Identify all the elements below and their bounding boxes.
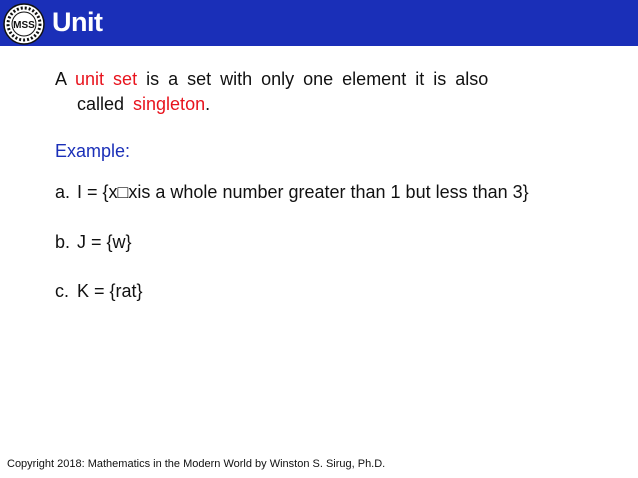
item-marker: c.	[55, 281, 70, 301]
term-singleton: singleton	[133, 94, 206, 114]
logo-seal-icon	[3, 3, 45, 45]
svg-text:MSS: MSS	[13, 20, 35, 31]
definition-line-1	[55, 67, 575, 92]
definition-paragraph	[55, 67, 575, 117]
item-text: K = {rat}	[77, 281, 143, 301]
slide-title: Unit	[52, 7, 103, 37]
example-item-b	[55, 232, 132, 253]
definition-text: called	[77, 94, 134, 114]
header-bar	[0, 0, 638, 46]
item-marker: a.	[55, 182, 71, 202]
definition-text: is a set with only one element it is also	[137, 69, 489, 89]
example-label: Example:	[55, 141, 131, 161]
example-item-a	[55, 182, 529, 203]
definition-text: .	[205, 94, 211, 114]
item-text: I = {x□xis a whole number greater than 1 but less than 3}	[77, 182, 529, 202]
item-marker: b.	[55, 232, 71, 252]
definition-line-2	[55, 92, 575, 117]
definition-text: A	[55, 69, 67, 89]
example-item-c	[55, 281, 143, 302]
term-unit-set: unit set	[75, 69, 138, 89]
copyright-footer: Copyright 2018: Mathematics in the Modern World by Winston S. Sirug, Ph.D.	[7, 458, 386, 470]
item-text: J = {w}	[77, 232, 132, 252]
